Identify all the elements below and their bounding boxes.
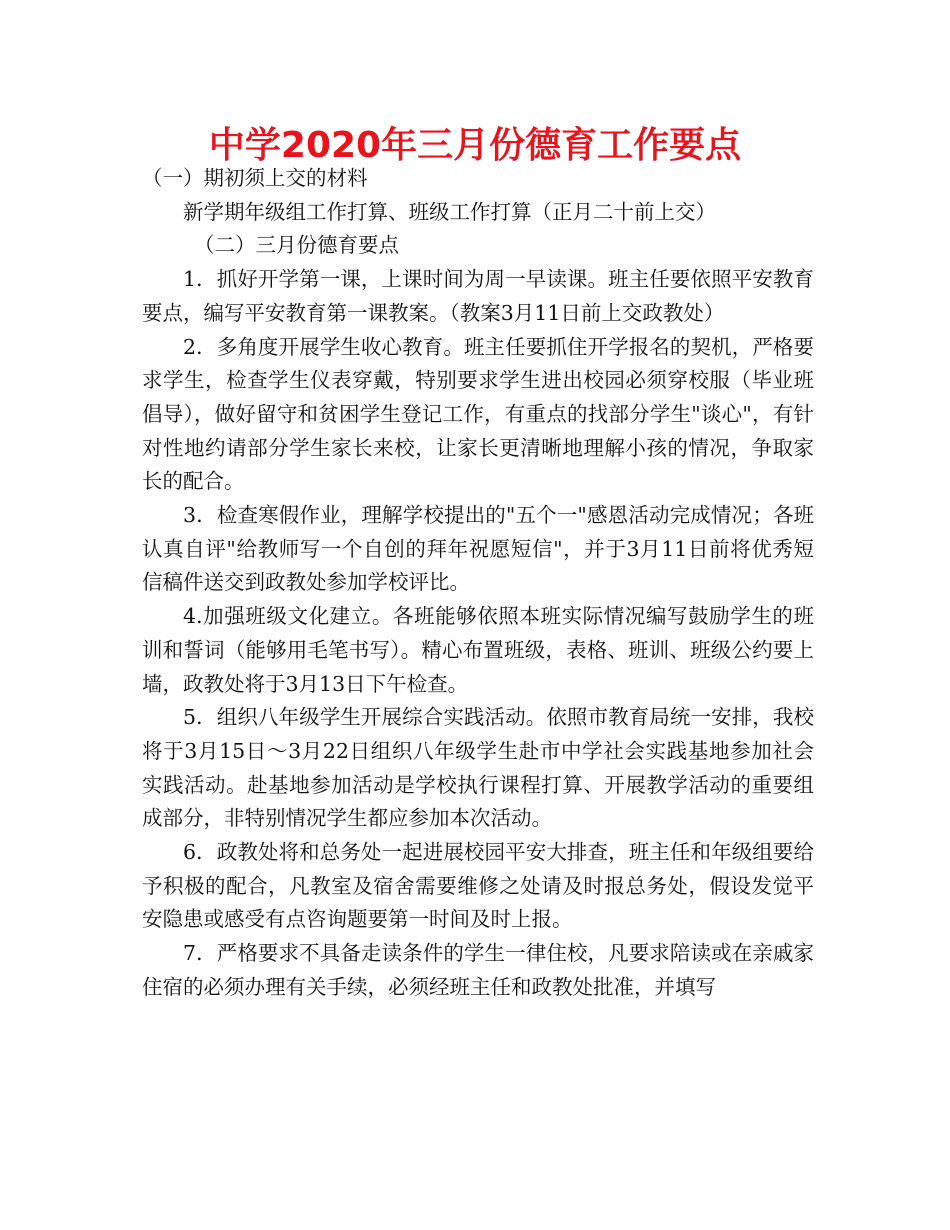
paragraph-item-5: 5．组织八年级学生开展综合实践活动。依照市教育局统一安排，我校将于3月15日～3月22日组织八年级学生赴市中学社会实践基地参加社会实践活动。赴基地参加活动是学校执行课程打算、开展教学活动的重要组成部分，非特别情况学生都应参加本次活动。: [142, 705, 814, 831]
paragraph-item-2: 2．多角度开展学生收心教育。班主任要抓住开学报名的契机，严格要求学生，检查学生仪表穿戴，特别要求学生进出校园必须穿校服（毕业班倡导），做好留守和贫困学生登记工作，有重点的找部分学生"谈心"，有针对性地约请部分学生家长来校，让家长更清晰地理解小孩的情况，争取家长的配合。: [142, 334, 814, 494]
paragraph-item-1: 1．抓好开学第一课，上课时间为周一早读课。班主任要依照平安教育要点，编写平安教育第一课教案。（教案3月11日前上交政教处）: [142, 267, 814, 325]
section-heading-march-points: （二）三月份德育要点: [194, 233, 399, 258]
paragraph-item-3: 3．检查寒假作业，理解学校提出的"五个一"感恩活动完成情况；各班认真自评"给教师写一个自创的拜年祝愿短信"，并于3月11日前将优秀短信稿件送交到政教处参加学校评比。: [142, 503, 814, 595]
paragraph-item-6: 6．政教处将和总务处一起进展校园平安大排查，班主任和年级组要给予积极的配合，凡教室及宿舍需要维修之处请及时报总务处，假设发觉平安隐患或感受有点咨询题要第一时间及时上报。: [142, 840, 814, 932]
document-body: [142, 162, 814, 1005]
section-item-plans: 新学期年级组工作打算、班级工作打算（正月二十前上交）: [183, 199, 716, 224]
document-title: 中学2020年三月份德育工作要点: [208, 125, 742, 166]
section-heading-materials: （一）期初须上交的材料: [142, 166, 368, 190]
paragraph-item-7: 7．严格要求不具备走读条件的学生一律住校，凡要求陪读或在亲戚家住宿的必须办理有关手续，必须经班主任和政教处批准，并填写: [142, 941, 814, 999]
paragraph-item-4: 4.加强班级文化建立。各班能够依照本班实际情况编写鼓励学生的班训和誓词（能够用毛笔书写）。精心布置班级，表格、班训、班级公约要上墙，政教处将于3月13日下午检查。: [142, 604, 814, 696]
